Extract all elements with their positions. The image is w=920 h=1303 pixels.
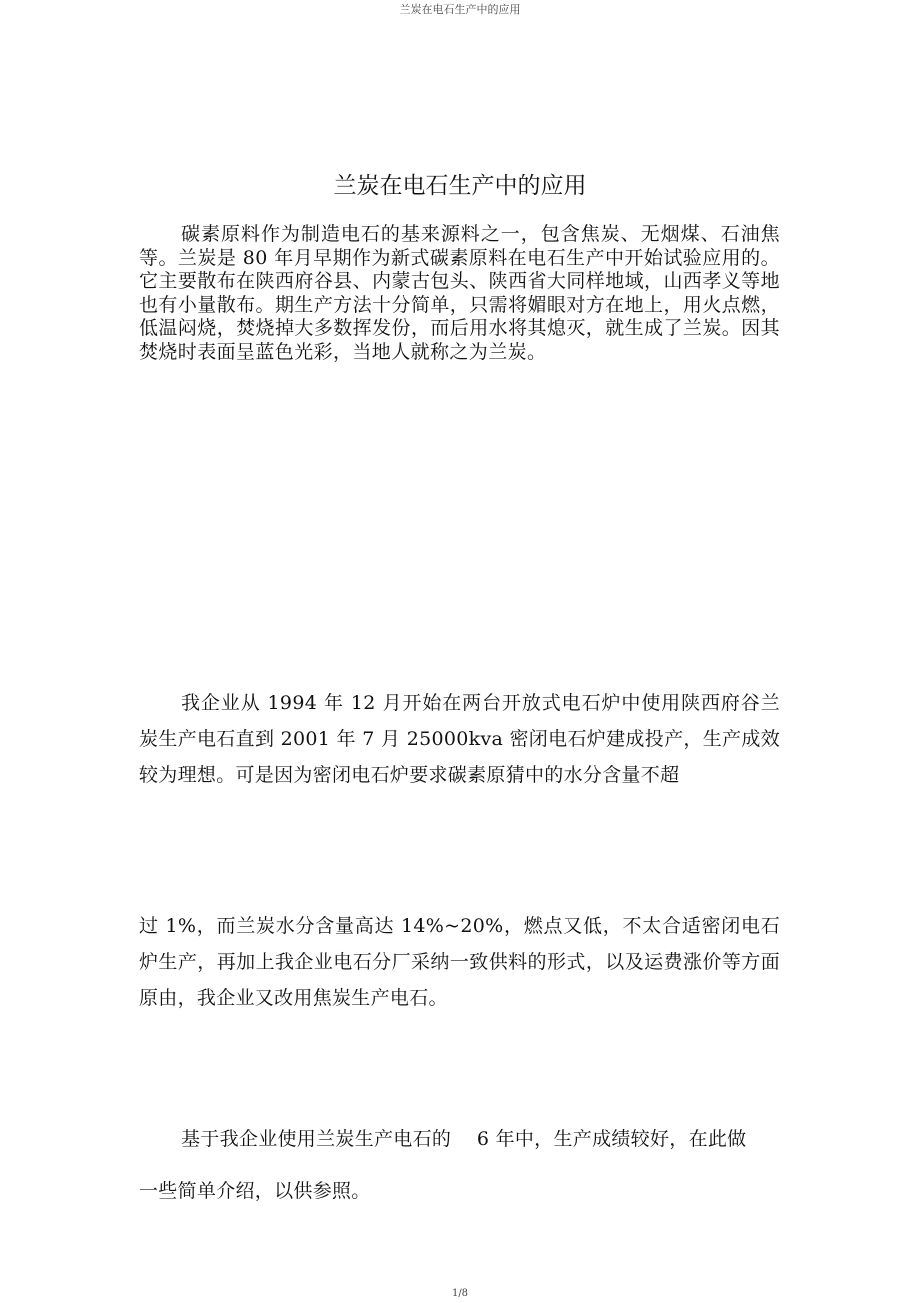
paragraph-summary-end: 一些简单介绍，以供参照。 (139, 1180, 371, 1202)
running-header: 兰炭在电石生产中的应用 (399, 3, 521, 16)
paragraph-summary: 基于我企业使用兰炭生产电石的 6 年中，生产成绩较好，在此做 (181, 1128, 747, 1150)
paragraph-intro: 碳素原料作为制造电石的基来源料之一，包含焦炭、无烟煤、石油焦等。兰炭是 80 年月早期作为新式碳素原料在电石生产中开始试验应用的。它主要散布在陕西府谷县、内蒙古包头、陕西省大同样地域，山西孝义等地也有小量散布。期生产方法十分简单，只需将媚眼对方在地上，用火点燃，低温闷烧，焚烧掉大多数挥发份，而后用水将其熄灭，就生成了兰炭。因其焚烧时表面呈蓝色光彩，当地人就称之为兰炭。 (139, 223, 780, 363)
paragraph-continuation: 过 1%，而兰炭水分含量高达 14%~20%，燃点又低，不太合适密闭电石炉生产，再加上我企业电石分厂采纳一致供料的形式，以及运费涨价等方面原由，我企业又改用焦炭生产电石。 (139, 915, 780, 1009)
document-title: 兰炭在电石生产中的应用 (333, 173, 587, 199)
paragraph-company-history: 我企业从 1994 年 12 月开始在两台开放式电石炉中使用陕西府谷兰炭生产电石直到 2001 年 7 月 25000kva 密闭电石炉建成投产，生产成效较为理想。可是因为密闭电石炉要求碳素原猜中的水分含量不超 (139, 692, 780, 786)
page-number: 1/8 (451, 1288, 469, 1299)
